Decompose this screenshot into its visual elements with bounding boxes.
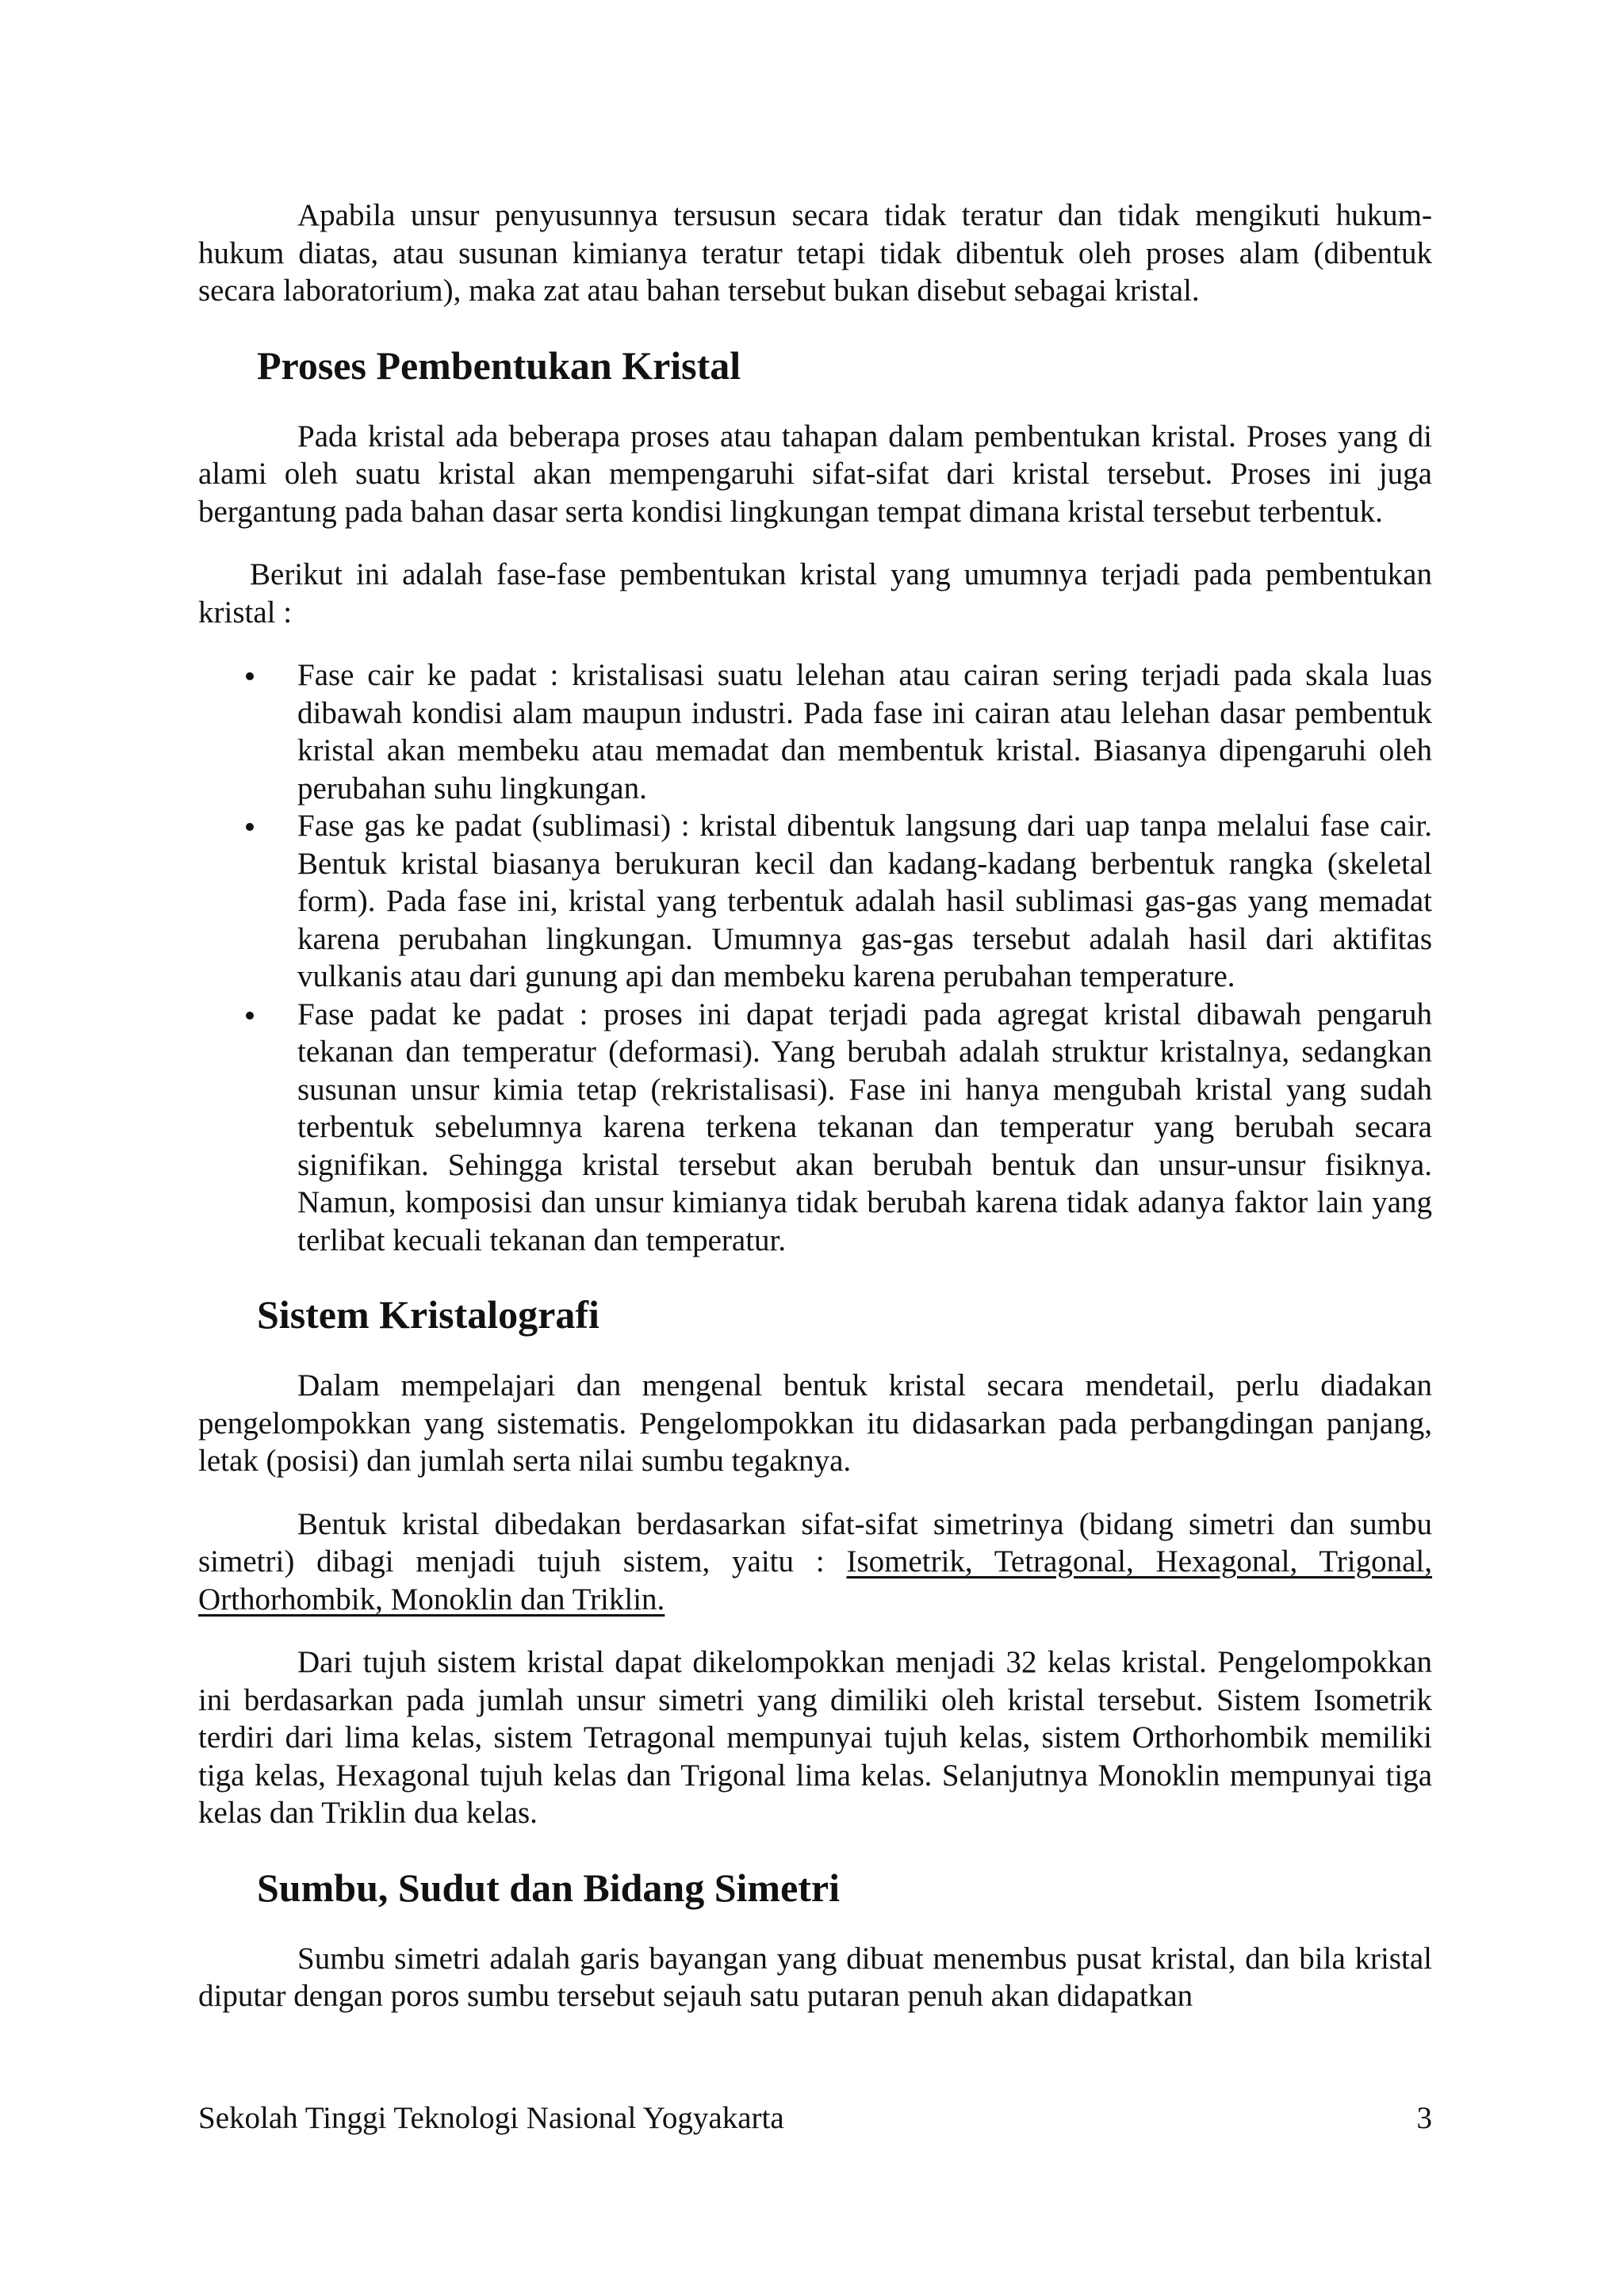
heading-proses-pembentukan: Proses Pembentukan Kristal — [257, 342, 741, 388]
page-body — [198, 197, 1432, 2041]
fase-list — [198, 656, 1432, 1259]
paragraph-fase-intro: Berikut ini adalah fase-fase pembentukan kristal yang umumnya terjadi pada pembentukan kristal : — [198, 557, 1432, 629]
list-item-text: Fase gas ke padat (sublimasi) : kristal dibentuk langsung dari uap tanpa melalui fase cair. Bentuk kristal biasanya berukuran kecil dan kadang-kadang berbentuk rangka (skeletal form). Pada fase ini, kristal yang terbentuk adalah hasil sublimasi gas-gas yang memadat karena perubahan lingkungan. Umumnya gas-gas tersebut adalah hasil dari aktifitas vulkanis atau dari gunung api dan membeku karena perubahan temperature. — [297, 809, 1432, 993]
heading-sistem-kristalografi: Sistem Kristalografi — [257, 1292, 599, 1337]
paragraph-text: Bentuk kristal dibedakan berdasarkan sifat-sifat simetrinya (bidang simetri dan sumbu simetri) dibagi menjadi tujuh sistem, yaitu : — [198, 1506, 1432, 1578]
paragraph-proses: Pada kristal ada beberapa proses atau tahapan dalam pembentukan kristal. Proses yang di alami oleh suatu kristal akan mempengaruhi sifat-sifat dari kristal tersebut. Proses ini juga bergantung pada bahan dasar serta kondisi lingkungan tempat dimana kristal tersebut terbentuk. — [198, 419, 1432, 529]
bullet-icon — [246, 672, 254, 680]
footer-institution: Sekolah Tinggi Teknologi Nasional Yogyakarta — [198, 2101, 784, 2135]
page-footer — [198, 2099, 1432, 2137]
paragraph-intro: Apabila unsur penyusunnya tersusun secara tidak teratur dan tidak mengikuti hukum-hukum diatas, atau susunan kimianya teratur tetapi tidak dibentuk oleh proses alam (dibentuk secara laboratorium), maka zat atau bahan tersebut bukan disebut sebagai kristal. — [198, 198, 1432, 308]
heading-sumbu-sudut: Sumbu, Sudut dan Bidang Simetri — [257, 1865, 841, 1910]
paragraph-kelas-kristal: Dari tujuh sistem kristal dapat dikelompokkan menjadi 32 kelas kristal. Pengelompokkan ini berdasarkan pada jumlah unsur simetri yang dimiliki oleh kristal tersebut. Sistem Isometrik terdiri dari lima kelas, sistem Tetragonal mempunyai tujuh kelas, sistem Orthorhombik memiliki tiga kelas, Hexagonal tujuh kelas dan Trigonal lima kelas. Selanjutnya Monoklin mempunyai tiga kelas dan Triklin dua kelas. — [198, 1645, 1432, 1830]
list-item-text: Fase cair ke padat : kristalisasi suatu lelehan atau cairan sering terjadi pada skala luas dibawah kondisi alam maupun industri. Pada fase ini cairan atau lelehan dasar pembentuk kristal akan membeku atau memadat dan membentuk kristal. Biasanya dipengaruhi oleh perubahan suhu lingkungan. — [297, 658, 1432, 806]
sistem-list-underlined: Isometrik, Tetragonal, Hexagonal, Trigonal, Orthorhombik, Monoklin dan Triklin. — [198, 1544, 1432, 1617]
list-item-fase-cair — [198, 656, 1432, 807]
list-item-text: Fase padat ke padat : proses ini dapat terjadi pada agregat kristal dibawah pengaruh tekanan dan temperatur (deformasi). Yang berubah adalah struktur kristalnya, sedangkan susunan unsur kimia tetap (rekristalisasi). Fase ini hanya mengubah kristal yang sudah terbentuk sebelumnya karena terkena tekanan dan temperatur yang berubah secara signifikan. Sehingga kristal tersebut akan berubah bentuk dan unsur-unsur fisiknya. Namun, komposisi dan unsur kimianya tidak berubah karena tidak adanya faktor lain yang terlibat kecuali tekanan dan temperatur. — [297, 997, 1432, 1257]
page-number: 3 — [1416, 2101, 1432, 2135]
list-item-fase-padat — [198, 996, 1432, 1260]
paragraph-tujuh-sistem — [198, 1506, 1432, 1619]
paragraph-kristalografi: Dalam mempelajari dan mengenal bentuk kristal secara mendetail, perlu diadakan pengelompokkan yang sistematis. Pengelompokkan itu didasarkan pada perbangdingan panjang, letak (posisi) dan jumlah serta nilai sumbu tegaknya. — [198, 1368, 1432, 1478]
paragraph-sumbu-simetri: Sumbu simetri adalah garis bayangan yang dibuat menembus pusat kristal, dan bila kristal diputar dengan poros sumbu tersebut sejauh satu putaran penuh akan didapatkan — [198, 1941, 1432, 2013]
list-item-fase-gas — [198, 807, 1432, 996]
bullet-icon — [246, 1012, 254, 1020]
bullet-icon — [246, 823, 254, 831]
